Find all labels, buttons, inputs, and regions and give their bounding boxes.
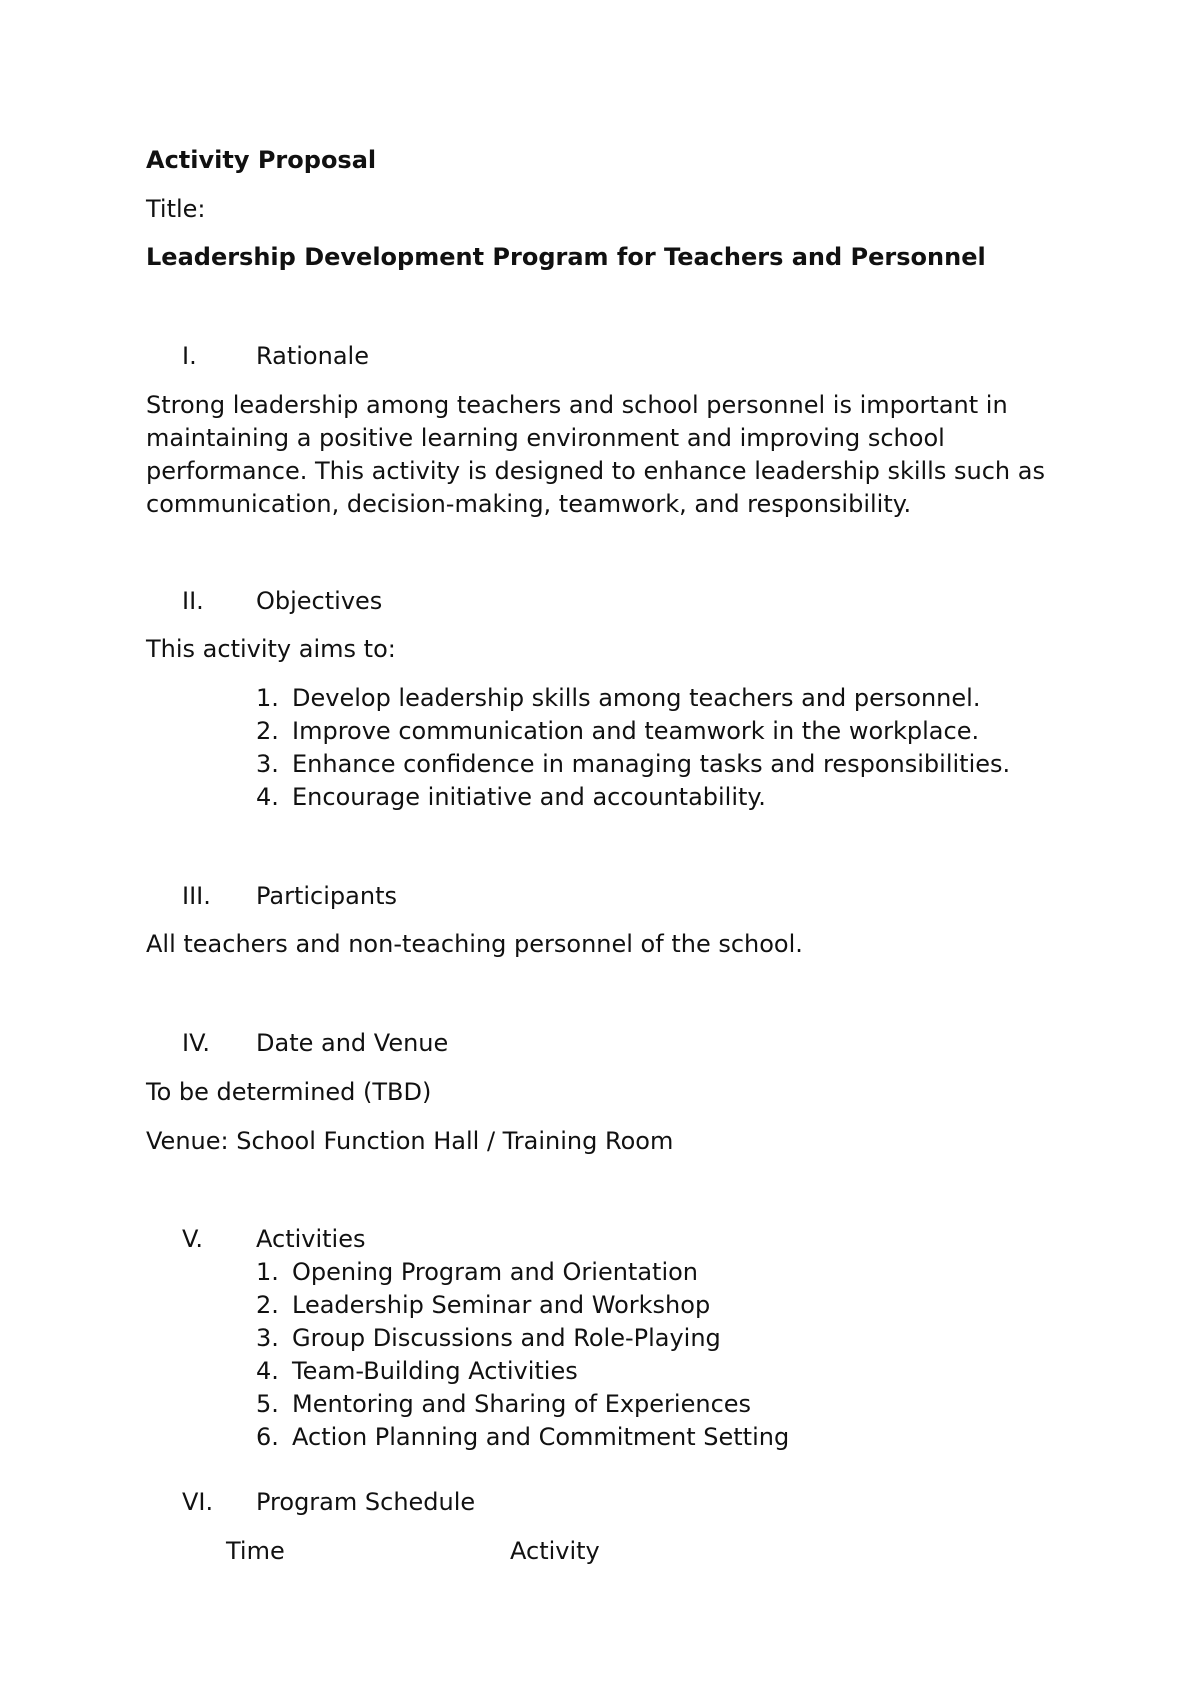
- section-number-participants: III.: [182, 882, 211, 910]
- list-item-text: Enhance confidence in managing tasks and responsibilities.: [292, 750, 1011, 778]
- list-item-text: Action Planning and Commitment Setting: [292, 1423, 790, 1451]
- list-item: [256, 1421, 789, 1454]
- list-item: [256, 748, 1010, 781]
- list-item-number: 1.: [256, 684, 279, 712]
- list-item-text: Leadership Seminar and Workshop: [292, 1291, 711, 1319]
- list-item-number: 2.: [256, 1291, 279, 1319]
- section-title-schedule: Program Schedule: [256, 1488, 476, 1516]
- objectives-list: [256, 682, 1010, 814]
- section-title-participants: Participants: [256, 882, 397, 910]
- participants-text: All teachers and non-teaching personnel of the school.: [146, 930, 803, 958]
- list-item: [256, 1256, 789, 1289]
- list-item-number: 5.: [256, 1390, 279, 1418]
- list-item: [256, 1388, 789, 1421]
- activities-list: [256, 1256, 789, 1454]
- list-item-text: Opening Program and Orientation: [292, 1258, 699, 1286]
- document-heading: Activity Proposal: [146, 146, 377, 174]
- venue-text: Venue: School Function Hall / Training Room: [146, 1127, 674, 1155]
- list-item: [256, 1289, 789, 1322]
- section-number-activities: V.: [182, 1225, 203, 1253]
- section-title-date-venue: Date and Venue: [256, 1029, 449, 1057]
- list-item-text: Improve communication and teamwork in the workplace.: [292, 717, 980, 745]
- list-item-text: Encourage initiative and accountability.: [292, 783, 766, 811]
- proposal-title: Leadership Development Program for Teachers and Personnel: [146, 243, 986, 271]
- schedule-column-time: Time: [226, 1537, 285, 1565]
- list-item-number: 4.: [256, 783, 279, 811]
- list-item-number: 2.: [256, 717, 279, 745]
- list-item-number: 1.: [256, 1258, 279, 1286]
- section-number-schedule: VI.: [182, 1488, 214, 1516]
- list-item-number: 3.: [256, 750, 279, 778]
- date-text: To be determined (TBD): [146, 1078, 432, 1106]
- section-title-rationale: Rationale: [256, 342, 369, 370]
- list-item-text: Group Discussions and Role-Playing: [292, 1324, 721, 1352]
- list-item-number: 6.: [256, 1423, 279, 1451]
- list-item-text: Mentoring and Sharing of Experiences: [292, 1390, 752, 1418]
- section-number-objectives: II.: [182, 587, 204, 615]
- title-label: Title:: [146, 195, 206, 223]
- list-item-number: 3.: [256, 1324, 279, 1352]
- list-item: [256, 1355, 789, 1388]
- schedule-column-activity: Activity: [510, 1537, 600, 1565]
- list-item-text: Team-Building Activities: [292, 1357, 578, 1385]
- list-item: [256, 1322, 789, 1355]
- list-item: [256, 715, 1010, 748]
- section-number-rationale: I.: [182, 342, 197, 370]
- section-title-activities: Activities: [256, 1225, 366, 1253]
- section-number-date-venue: IV.: [182, 1029, 211, 1057]
- rationale-paragraph: Strong leadership among teachers and school personnel is important in maintaining a positive learning environment and improving school performance. This activity is designed to enhance leadership skills such as communication, decision-making, teamwork, and responsibility.: [146, 391, 1045, 518]
- list-item: [256, 682, 1010, 715]
- list-item: [256, 781, 1010, 814]
- list-item-text: Develop leadership skills among teachers and personnel.: [292, 684, 981, 712]
- list-item-number: 4.: [256, 1357, 279, 1385]
- objectives-intro: This activity aims to:: [146, 635, 396, 663]
- section-title-objectives: Objectives: [256, 587, 383, 615]
